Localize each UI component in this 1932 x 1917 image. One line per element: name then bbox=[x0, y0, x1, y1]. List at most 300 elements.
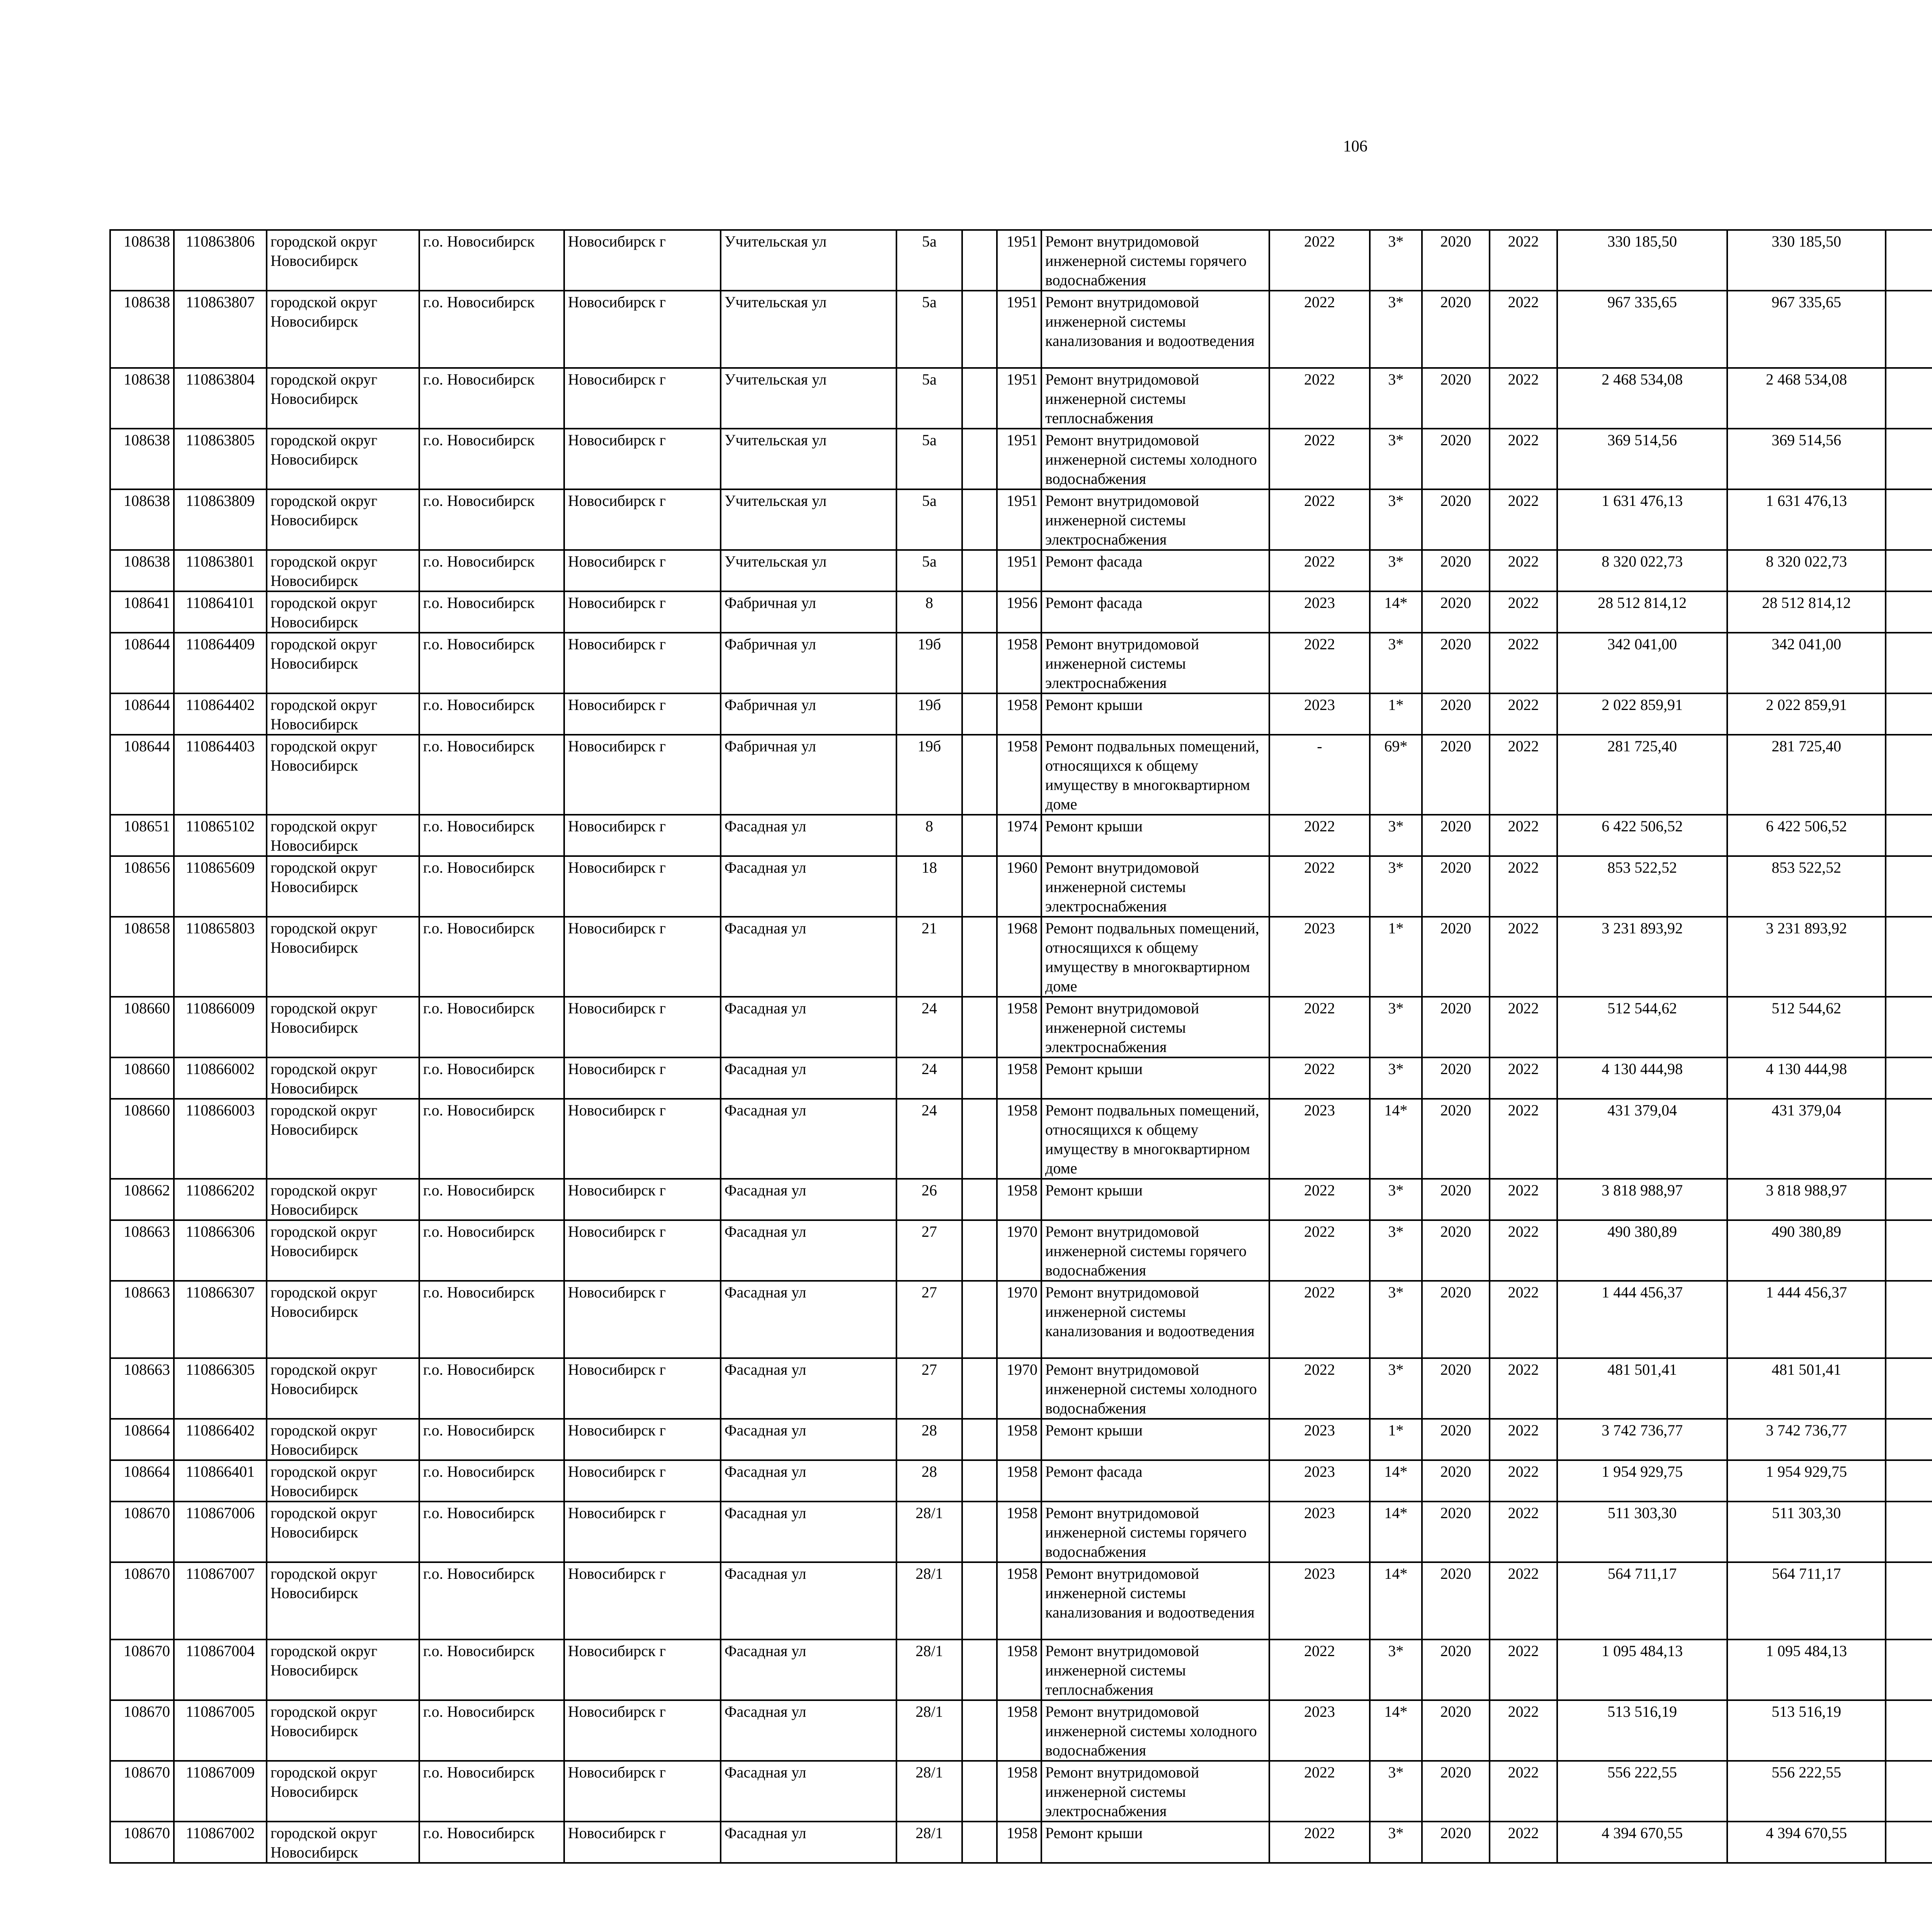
cell-year-built: 1970 bbox=[997, 1220, 1041, 1281]
cell-record-id: 110864409 bbox=[174, 633, 267, 693]
cell-house-number: 5а bbox=[896, 291, 962, 368]
cell-note: 3* bbox=[1370, 997, 1422, 1057]
cell-year-built: 1958 bbox=[997, 1761, 1041, 1822]
cell-street: Фасадная ул bbox=[721, 1281, 896, 1358]
cell-start-year: 2020 bbox=[1422, 735, 1490, 815]
cell-district: г.о. Новосибирск bbox=[419, 815, 564, 856]
cell-house-number: 5а bbox=[896, 489, 962, 550]
table-row bbox=[110, 1502, 1932, 1562]
cell-total-cost: 3 742 736,77 bbox=[1557, 1419, 1727, 1460]
cell-cost-federal bbox=[1886, 997, 1932, 1057]
cell-work-type: Ремонт подвальных помещений, относящихся к общему имуществу в многоквартирном доме bbox=[1041, 1099, 1269, 1179]
cell-district: г.о. Новосибирск bbox=[419, 997, 564, 1057]
cell-house-id: 108656 bbox=[110, 856, 174, 917]
cell-district: г.о. Новосибирск bbox=[419, 1502, 564, 1562]
cell-work-type: Ремонт внутридомовой инженерной системы теплоснабжения bbox=[1041, 368, 1269, 429]
cell-record-id: 110864101 bbox=[174, 591, 267, 633]
cell-street: Фабричная ул bbox=[721, 735, 896, 815]
cell-building bbox=[962, 230, 997, 291]
table-row bbox=[110, 1700, 1932, 1761]
cell-cost-federal bbox=[1886, 1460, 1932, 1502]
cell-street: Учительская ул bbox=[721, 230, 896, 291]
cell-cost-budget: 511 303,30 bbox=[1727, 1502, 1886, 1562]
cell-building bbox=[962, 815, 997, 856]
cell-record-id: 110864402 bbox=[174, 693, 267, 735]
cell-plan-year: 2022 bbox=[1269, 997, 1370, 1057]
cell-house-number: 19б bbox=[896, 633, 962, 693]
cell-note: 1* bbox=[1370, 917, 1422, 997]
cell-end-year: 2022 bbox=[1490, 489, 1557, 550]
cell-house-id: 108638 bbox=[110, 230, 174, 291]
cell-end-year: 2022 bbox=[1490, 1281, 1557, 1358]
cell-cost-budget: 967 335,65 bbox=[1727, 291, 1886, 368]
cell-end-year: 2022 bbox=[1490, 1460, 1557, 1502]
cell-plan-year: 2023 bbox=[1269, 591, 1370, 633]
cell-record-id: 110867006 bbox=[174, 1502, 267, 1562]
cell-city: Новосибирск г bbox=[564, 633, 721, 693]
cell-end-year: 2022 bbox=[1490, 1179, 1557, 1220]
cell-year-built: 1958 bbox=[997, 1502, 1041, 1562]
cell-house-number: 28/1 bbox=[896, 1502, 962, 1562]
table-row bbox=[110, 429, 1932, 489]
cell-district: г.о. Новосибирск bbox=[419, 856, 564, 917]
cell-house-number: 21 bbox=[896, 917, 962, 997]
cell-work-type: Ремонт крыши bbox=[1041, 693, 1269, 735]
cell-record-id: 110864403 bbox=[174, 735, 267, 815]
cell-plan-year: 2022 bbox=[1269, 550, 1370, 591]
cell-note: 1* bbox=[1370, 1419, 1422, 1460]
cell-work-type: Ремонт внутридомовой инженерной системы электроснабжения bbox=[1041, 856, 1269, 917]
cell-work-type: Ремонт внутридомовой инженерной системы электроснабжения bbox=[1041, 633, 1269, 693]
cell-total-cost: 556 222,55 bbox=[1557, 1761, 1727, 1822]
table-row bbox=[110, 591, 1932, 633]
cell-house-number: 18 bbox=[896, 856, 962, 917]
cell-municipality: городской округ Новосибирск bbox=[267, 815, 419, 856]
cell-cost-federal bbox=[1886, 1562, 1932, 1639]
cell-start-year: 2020 bbox=[1422, 368, 1490, 429]
cell-year-built: 1958 bbox=[997, 1639, 1041, 1700]
cell-start-year: 2020 bbox=[1422, 1057, 1490, 1099]
cell-note: 14* bbox=[1370, 1700, 1422, 1761]
cell-end-year: 2022 bbox=[1490, 1700, 1557, 1761]
cell-building bbox=[962, 1502, 997, 1562]
cell-district: г.о. Новосибирск bbox=[419, 230, 564, 291]
cell-note: 1* bbox=[1370, 693, 1422, 735]
cell-plan-year: 2022 bbox=[1269, 230, 1370, 291]
cell-plan-year: 2023 bbox=[1269, 1099, 1370, 1179]
cell-municipality: городской округ Новосибирск bbox=[267, 856, 419, 917]
cell-street: Фабричная ул bbox=[721, 633, 896, 693]
table-row bbox=[110, 1419, 1932, 1460]
cell-year-built: 1951 bbox=[997, 429, 1041, 489]
cell-street: Учительская ул bbox=[721, 368, 896, 429]
cell-year-built: 1951 bbox=[997, 230, 1041, 291]
cell-total-cost: 28 512 814,12 bbox=[1557, 591, 1727, 633]
cell-note: 3* bbox=[1370, 1281, 1422, 1358]
cell-district: г.о. Новосибирск bbox=[419, 1460, 564, 1502]
cell-city: Новосибирск г bbox=[564, 368, 721, 429]
cell-city: Новосибирск г bbox=[564, 1562, 721, 1639]
cell-house-id: 108638 bbox=[110, 489, 174, 550]
table-row bbox=[110, 997, 1932, 1057]
cell-note: 3* bbox=[1370, 856, 1422, 917]
cell-city: Новосибирск г bbox=[564, 1179, 721, 1220]
cell-start-year: 2020 bbox=[1422, 1281, 1490, 1358]
cell-cost-budget: 1 631 476,13 bbox=[1727, 489, 1886, 550]
cell-building bbox=[962, 1419, 997, 1460]
cell-building bbox=[962, 291, 997, 368]
cell-work-type: Ремонт внутридомовой инженерной системы горячего водоснабжения bbox=[1041, 230, 1269, 291]
cell-city: Новосибирск г bbox=[564, 997, 721, 1057]
cell-end-year: 2022 bbox=[1490, 291, 1557, 368]
cell-district: г.о. Новосибирск bbox=[419, 1419, 564, 1460]
cell-year-built: 1958 bbox=[997, 693, 1041, 735]
cell-cost-federal bbox=[1886, 1220, 1932, 1281]
cell-note: 14* bbox=[1370, 1502, 1422, 1562]
cell-district: г.о. Новосибирск bbox=[419, 633, 564, 693]
table-row bbox=[110, 917, 1932, 997]
cell-cost-budget: 28 512 814,12 bbox=[1727, 591, 1886, 633]
cell-street: Фасадная ул bbox=[721, 815, 896, 856]
cell-year-built: 1960 bbox=[997, 856, 1041, 917]
cell-work-type: Ремонт внутридомовой инженерной системы холодного водоснабжения bbox=[1041, 1700, 1269, 1761]
cell-house-id: 108638 bbox=[110, 550, 174, 591]
cell-municipality: городской округ Новосибирск bbox=[267, 1460, 419, 1502]
cell-year-built: 1958 bbox=[997, 997, 1041, 1057]
cell-note: 3* bbox=[1370, 1761, 1422, 1822]
cell-note: 3* bbox=[1370, 550, 1422, 591]
cell-house-number: 28/1 bbox=[896, 1562, 962, 1639]
cell-city: Новосибирск г bbox=[564, 230, 721, 291]
table-row bbox=[110, 489, 1932, 550]
cell-city: Новосибирск г bbox=[564, 1460, 721, 1502]
cell-cost-budget: 4 394 670,55 bbox=[1727, 1822, 1886, 1863]
cell-street: Фасадная ул bbox=[721, 1220, 896, 1281]
cell-note: 3* bbox=[1370, 1057, 1422, 1099]
cell-end-year: 2022 bbox=[1490, 1220, 1557, 1281]
cell-end-year: 2022 bbox=[1490, 693, 1557, 735]
cell-year-built: 1958 bbox=[997, 1822, 1041, 1863]
cell-record-id: 110863801 bbox=[174, 550, 267, 591]
cell-cost-federal bbox=[1886, 1700, 1932, 1761]
cell-house-number: 24 bbox=[896, 1099, 962, 1179]
cell-year-built: 1958 bbox=[997, 1179, 1041, 1220]
cell-house-number: 28 bbox=[896, 1419, 962, 1460]
cell-city: Новосибирск г bbox=[564, 1099, 721, 1179]
cell-record-id: 110865102 bbox=[174, 815, 267, 856]
cell-total-cost: 3 818 988,97 bbox=[1557, 1179, 1727, 1220]
cell-start-year: 2020 bbox=[1422, 429, 1490, 489]
cell-street: Фасадная ул bbox=[721, 1700, 896, 1761]
cell-record-id: 110866307 bbox=[174, 1281, 267, 1358]
cell-total-cost: 1 631 476,13 bbox=[1557, 489, 1727, 550]
cell-district: г.о. Новосибирск bbox=[419, 1639, 564, 1700]
cell-house-number: 26 bbox=[896, 1179, 962, 1220]
cell-end-year: 2022 bbox=[1490, 368, 1557, 429]
cell-cost-federal bbox=[1886, 489, 1932, 550]
cell-building bbox=[962, 489, 997, 550]
cell-municipality: городской округ Новосибирск bbox=[267, 1220, 419, 1281]
cell-building bbox=[962, 1460, 997, 1502]
cell-municipality: городской округ Новосибирск bbox=[267, 1639, 419, 1700]
cell-work-type: Ремонт подвальных помещений, относящихся к общему имуществу в многоквартирном доме bbox=[1041, 917, 1269, 997]
table-row bbox=[110, 856, 1932, 917]
cell-house-number: 19б bbox=[896, 735, 962, 815]
cell-building bbox=[962, 1639, 997, 1700]
table-row bbox=[110, 1761, 1932, 1822]
cell-note: 3* bbox=[1370, 633, 1422, 693]
cell-cost-federal bbox=[1886, 735, 1932, 815]
cell-note: 3* bbox=[1370, 291, 1422, 368]
cell-house-id: 108662 bbox=[110, 1179, 174, 1220]
cell-work-type: Ремонт фасада bbox=[1041, 550, 1269, 591]
cell-work-type: Ремонт внутридомовой инженерной системы холодного водоснабжения bbox=[1041, 1358, 1269, 1419]
cell-total-cost: 342 041,00 bbox=[1557, 633, 1727, 693]
cell-municipality: городской округ Новосибирск bbox=[267, 1562, 419, 1639]
cell-building bbox=[962, 1099, 997, 1179]
cell-building bbox=[962, 1761, 997, 1822]
cell-work-type: Ремонт подвальных помещений, относящихся к общему имуществу в многоквартирном доме bbox=[1041, 735, 1269, 815]
cell-cost-budget: 369 514,56 bbox=[1727, 429, 1886, 489]
cell-total-cost: 853 522,52 bbox=[1557, 856, 1727, 917]
cell-city: Новосибирск г bbox=[564, 693, 721, 735]
cell-city: Новосибирск г bbox=[564, 1281, 721, 1358]
cell-total-cost: 1 444 456,37 bbox=[1557, 1281, 1727, 1358]
cell-plan-year: 2022 bbox=[1269, 1822, 1370, 1863]
cell-cost-budget: 512 544,62 bbox=[1727, 997, 1886, 1057]
cell-end-year: 2022 bbox=[1490, 1822, 1557, 1863]
cell-year-built: 1968 bbox=[997, 917, 1041, 997]
cell-work-type: Ремонт внутридомовой инженерной системы теплоснабжения bbox=[1041, 1639, 1269, 1700]
cell-plan-year: 2023 bbox=[1269, 1700, 1370, 1761]
cell-house-id: 108670 bbox=[110, 1562, 174, 1639]
table-row bbox=[110, 1460, 1932, 1502]
cell-start-year: 2020 bbox=[1422, 856, 1490, 917]
cell-note: 3* bbox=[1370, 1358, 1422, 1419]
cell-municipality: городской округ Новосибирск bbox=[267, 1358, 419, 1419]
cell-start-year: 2020 bbox=[1422, 1099, 1490, 1179]
cell-total-cost: 1 954 929,75 bbox=[1557, 1460, 1727, 1502]
cell-city: Новосибирск г bbox=[564, 429, 721, 489]
cell-house-number: 19б bbox=[896, 693, 962, 735]
cell-building bbox=[962, 1700, 997, 1761]
cell-municipality: городской округ Новосибирск bbox=[267, 230, 419, 291]
cell-cost-federal bbox=[1886, 591, 1932, 633]
cell-district: г.о. Новосибирск bbox=[419, 1822, 564, 1863]
cell-municipality: городской округ Новосибирск bbox=[267, 550, 419, 591]
cell-cost-federal bbox=[1886, 1419, 1932, 1460]
cell-year-built: 1958 bbox=[997, 1460, 1041, 1502]
cell-start-year: 2020 bbox=[1422, 230, 1490, 291]
cell-work-type: Ремонт фасада bbox=[1041, 591, 1269, 633]
cell-city: Новосибирск г bbox=[564, 1639, 721, 1700]
cell-cost-budget: 330 185,50 bbox=[1727, 230, 1886, 291]
cell-year-built: 1970 bbox=[997, 1281, 1041, 1358]
cell-street: Учительская ул bbox=[721, 429, 896, 489]
cell-cost-budget: 3 818 988,97 bbox=[1727, 1179, 1886, 1220]
cell-start-year: 2020 bbox=[1422, 1700, 1490, 1761]
cell-cost-federal bbox=[1886, 1057, 1932, 1099]
cell-city: Новосибирск г bbox=[564, 856, 721, 917]
cell-year-built: 1974 bbox=[997, 815, 1041, 856]
cell-note: 14* bbox=[1370, 1460, 1422, 1502]
table-row bbox=[110, 368, 1932, 429]
cell-work-type: Ремонт крыши bbox=[1041, 1822, 1269, 1863]
cell-note: 14* bbox=[1370, 591, 1422, 633]
cell-start-year: 2020 bbox=[1422, 550, 1490, 591]
cell-cost-budget: 513 516,19 bbox=[1727, 1700, 1886, 1761]
cell-street: Фасадная ул bbox=[721, 1419, 896, 1460]
cell-municipality: городской округ Новосибирск bbox=[267, 1822, 419, 1863]
cell-city: Новосибирск г bbox=[564, 815, 721, 856]
table-row bbox=[110, 693, 1932, 735]
cell-work-type: Ремонт внутридомовой инженерной системы канализования и водоотведения bbox=[1041, 1562, 1269, 1639]
cell-house-id: 108670 bbox=[110, 1822, 174, 1863]
table-row bbox=[110, 735, 1932, 815]
cell-start-year: 2020 bbox=[1422, 1460, 1490, 1502]
cell-work-type: Ремонт крыши bbox=[1041, 1057, 1269, 1099]
cell-house-id: 108663 bbox=[110, 1358, 174, 1419]
cell-house-number: 5а bbox=[896, 230, 962, 291]
cell-house-number: 5а bbox=[896, 550, 962, 591]
cell-municipality: городской округ Новосибирск bbox=[267, 591, 419, 633]
cell-plan-year: 2022 bbox=[1269, 291, 1370, 368]
cell-end-year: 2022 bbox=[1490, 633, 1557, 693]
cell-street: Фасадная ул bbox=[721, 1822, 896, 1863]
cell-cost-federal bbox=[1886, 1822, 1932, 1863]
cell-plan-year: 2023 bbox=[1269, 1502, 1370, 1562]
cell-cost-federal bbox=[1886, 633, 1932, 693]
cell-house-id: 108663 bbox=[110, 1220, 174, 1281]
cell-note: 69* bbox=[1370, 735, 1422, 815]
cell-district: г.о. Новосибирск bbox=[419, 1358, 564, 1419]
cell-year-built: 1970 bbox=[997, 1358, 1041, 1419]
cell-total-cost: 4 394 670,55 bbox=[1557, 1822, 1727, 1863]
cell-street: Фасадная ул bbox=[721, 856, 896, 917]
cell-street: Учительская ул bbox=[721, 550, 896, 591]
cell-cost-federal bbox=[1886, 550, 1932, 591]
cell-district: г.о. Новосибирск bbox=[419, 1562, 564, 1639]
cell-plan-year: 2022 bbox=[1269, 429, 1370, 489]
cell-plan-year: 2022 bbox=[1269, 1179, 1370, 1220]
cell-cost-federal bbox=[1886, 230, 1932, 291]
cell-street: Фасадная ул bbox=[721, 1057, 896, 1099]
cell-building bbox=[962, 429, 997, 489]
cell-record-id: 110867005 bbox=[174, 1700, 267, 1761]
cell-note: 14* bbox=[1370, 1562, 1422, 1639]
cell-work-type: Ремонт внутридомовой инженерной системы канализования и водоотведения bbox=[1041, 1281, 1269, 1358]
cell-plan-year: 2022 bbox=[1269, 1639, 1370, 1700]
cell-total-cost: 6 422 506,52 bbox=[1557, 815, 1727, 856]
cell-total-cost: 369 514,56 bbox=[1557, 429, 1727, 489]
cell-cost-federal bbox=[1886, 917, 1932, 997]
cell-house-id: 108670 bbox=[110, 1502, 174, 1562]
cell-cost-federal bbox=[1886, 1281, 1932, 1358]
cell-plan-year: 2022 bbox=[1269, 1057, 1370, 1099]
cell-plan-year: 2023 bbox=[1269, 917, 1370, 997]
cell-house-number: 27 bbox=[896, 1220, 962, 1281]
cell-cost-budget: 2 022 859,91 bbox=[1727, 693, 1886, 735]
cell-year-built: 1958 bbox=[997, 735, 1041, 815]
cell-start-year: 2020 bbox=[1422, 591, 1490, 633]
cell-end-year: 2022 bbox=[1490, 1419, 1557, 1460]
cell-total-cost: 431 379,04 bbox=[1557, 1099, 1727, 1179]
cell-work-type: Ремонт крыши bbox=[1041, 815, 1269, 856]
cell-house-number: 27 bbox=[896, 1358, 962, 1419]
cell-start-year: 2020 bbox=[1422, 693, 1490, 735]
cell-house-id: 108644 bbox=[110, 633, 174, 693]
cell-house-id: 108638 bbox=[110, 368, 174, 429]
cell-district: г.о. Новосибирск bbox=[419, 917, 564, 997]
cell-start-year: 2020 bbox=[1422, 1502, 1490, 1562]
cell-street: Фасадная ул bbox=[721, 1562, 896, 1639]
cell-total-cost: 281 725,40 bbox=[1557, 735, 1727, 815]
cell-end-year: 2022 bbox=[1490, 1639, 1557, 1700]
cell-record-id: 110863805 bbox=[174, 429, 267, 489]
cell-city: Новосибирск г bbox=[564, 489, 721, 550]
cell-city: Новосибирск г bbox=[564, 917, 721, 997]
cell-municipality: городской округ Новосибирск bbox=[267, 1502, 419, 1562]
cell-year-built: 1958 bbox=[997, 1099, 1041, 1179]
cell-building bbox=[962, 1822, 997, 1863]
table-row bbox=[110, 1057, 1932, 1099]
cell-total-cost: 564 711,17 bbox=[1557, 1562, 1727, 1639]
cell-municipality: городской округ Новосибирск bbox=[267, 489, 419, 550]
cell-house-id: 108641 bbox=[110, 591, 174, 633]
cell-district: г.о. Новосибирск bbox=[419, 1281, 564, 1358]
cell-building bbox=[962, 1057, 997, 1099]
cell-cost-budget: 853 522,52 bbox=[1727, 856, 1886, 917]
cell-building bbox=[962, 917, 997, 997]
cell-cost-budget: 564 711,17 bbox=[1727, 1562, 1886, 1639]
cell-district: г.о. Новосибирск bbox=[419, 735, 564, 815]
cell-cost-federal bbox=[1886, 1502, 1932, 1562]
cell-end-year: 2022 bbox=[1490, 1099, 1557, 1179]
cell-building bbox=[962, 693, 997, 735]
cell-municipality: городской округ Новосибирск bbox=[267, 368, 419, 429]
table-row bbox=[110, 1822, 1932, 1863]
cell-cost-budget: 8 320 022,73 bbox=[1727, 550, 1886, 591]
capital-repair-table bbox=[109, 229, 1932, 1864]
cell-street: Фасадная ул bbox=[721, 1358, 896, 1419]
cell-end-year: 2022 bbox=[1490, 997, 1557, 1057]
cell-end-year: 2022 bbox=[1490, 1057, 1557, 1099]
cell-total-cost: 481 501,41 bbox=[1557, 1358, 1727, 1419]
cell-cost-federal bbox=[1886, 368, 1932, 429]
cell-plan-year: 2022 bbox=[1269, 368, 1370, 429]
cell-cost-budget: 2 468 534,08 bbox=[1727, 368, 1886, 429]
cell-work-type: Ремонт внутридомовой инженерной системы электроснабжения bbox=[1041, 489, 1269, 550]
cell-district: г.о. Новосибирск bbox=[419, 429, 564, 489]
cell-house-number: 27 bbox=[896, 1281, 962, 1358]
cell-municipality: городской округ Новосибирск bbox=[267, 633, 419, 693]
cell-plan-year: 2022 bbox=[1269, 856, 1370, 917]
cell-city: Новосибирск г bbox=[564, 1358, 721, 1419]
cell-total-cost: 511 303,30 bbox=[1557, 1502, 1727, 1562]
cell-end-year: 2022 bbox=[1490, 230, 1557, 291]
cell-city: Новосибирск г bbox=[564, 1220, 721, 1281]
table-row bbox=[110, 1639, 1932, 1700]
cell-house-number: 28/1 bbox=[896, 1700, 962, 1761]
cell-end-year: 2022 bbox=[1490, 1358, 1557, 1419]
cell-district: г.о. Новосибирск bbox=[419, 368, 564, 429]
cell-building bbox=[962, 550, 997, 591]
cell-record-id: 110866003 bbox=[174, 1099, 267, 1179]
cell-total-cost: 2 468 534,08 bbox=[1557, 368, 1727, 429]
cell-record-id: 110866402 bbox=[174, 1419, 267, 1460]
cell-start-year: 2020 bbox=[1422, 1220, 1490, 1281]
cell-year-built: 1951 bbox=[997, 368, 1041, 429]
